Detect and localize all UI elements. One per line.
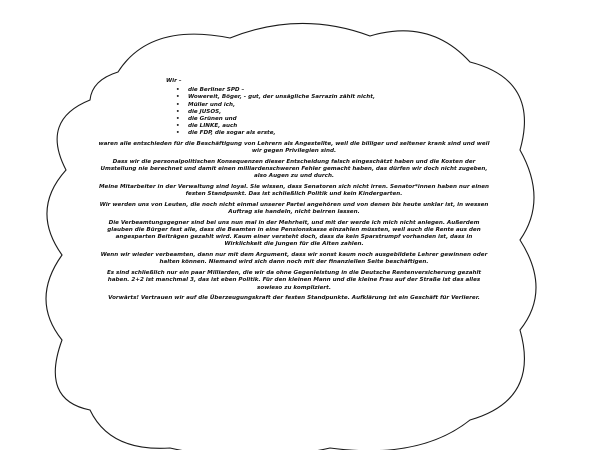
paragraph: waren alle entschieden für die Beschäftigung von Lehrern als Angestellte, weil die billiger und seltener krank sind und weil wir gegen Privilegien sind. <box>98 140 490 154</box>
paragraph: Es sind schließlich nur ein paar Milliarden, die wir da ohne Gegenleistung in die Deutsche Rentenversicherung gezahlt haben. 2+2 ist manchmal 3, das ist eben Politik. Für den kleinen Mann und die kleine Frau auf der Straße ist das alles sowieso zu kompliziert. <box>106 270 482 291</box>
list-item: • Müller und ich, <box>176 102 492 109</box>
paragraph: Vorwärts! Vertrauen wir auf die Überzeugungskraft der festen Standpunkte. Aufklärung ist ein Geschäft für Verlierer. <box>108 295 480 302</box>
list-item: • die LINKE, auch <box>176 123 492 130</box>
list-item: • die FDP, die sogar als erste, <box>176 130 492 137</box>
party-list <box>96 87 492 137</box>
paragraph: Wir werden uns von Leuten, die noch nicht einmal unserer Partei angehören und von denen bis heute unklar ist, in wessen Auftrag sie handeln, nicht beirren lassen. <box>99 201 489 216</box>
list-item: • die Grünen und <box>176 116 492 123</box>
list-item: • Wowereit, Böger, - gut, der unsägliche Sarrazin zählt nicht, <box>176 94 492 101</box>
intro-line: Wir – <box>166 78 182 84</box>
document-body <box>96 78 492 306</box>
paragraph: Wenn wir wieder verbeamten, dann nur mit dem Argument, dass wir sonst kaum noch ausgebildete Lehrer gewinnen oder halten können. Niemand wird sich dann noch mit der finanziellen Seite beschäftigen. <box>100 252 488 266</box>
paragraph: Die Verbeamtungsgegner sind bei uns nun mal in der Mehrheit, und mit der werde ich mich nicht anlegen. Außerdem glauben die Bürger fast alle, dass die Beamten in eine Pensionskasse einzahlen müssten, weil auch die Rente aus den angesparten Beiträgen gezahlt wird. Kaum einer versteht doch, dass da kein Sparstrumpf vorhanden ist, dass in Wirklichkeit die Jungen für die Alten zahlen. <box>107 219 481 248</box>
paragraph: Meine Mitarbeiter in der Verwaltung sind loyal. Sie wissen, dass Senatoren sich nicht irren. Senator*innen haben nur einen festen Standpunkt. Das ist schließlich Politik und kein Kindergarten. <box>98 183 490 198</box>
list-item: • die JUSOS, <box>176 109 492 116</box>
list-item: • die Berliner SPD – <box>176 87 492 94</box>
paragraph: Dass wir die personalpolitischen Konsequenzen dieser Entscheidung falsch eingeschätzt haben und die Kosten der Umstellung nie berechnet und damit einen milliardenschweren Fehler gemacht haben, das dürfen wir doch nicht zugeben, also Augen zu und durch. <box>100 158 488 180</box>
